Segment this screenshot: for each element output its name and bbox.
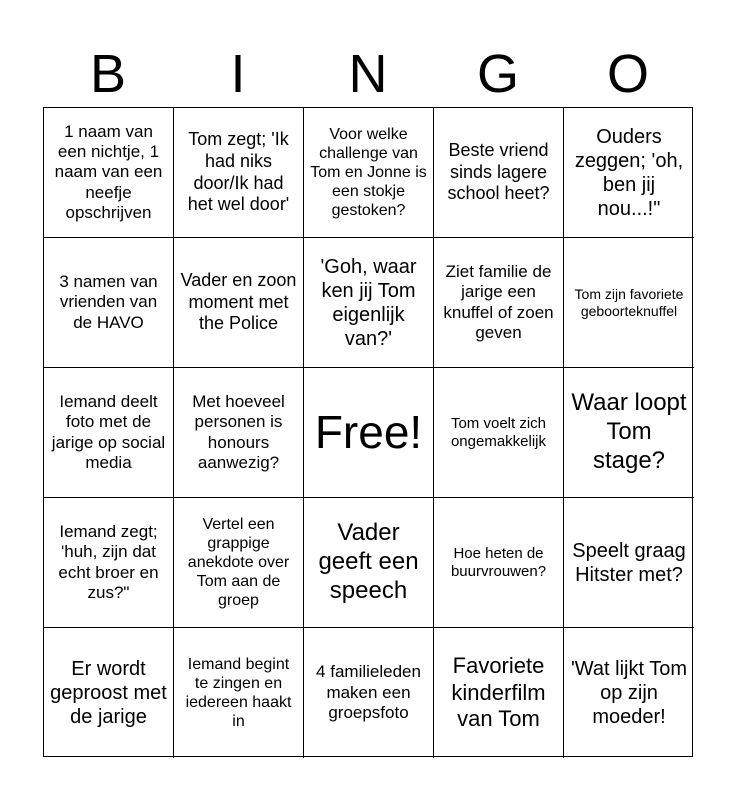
bingo-cell[interactable]: Er wordt geproost met de jarige [44,628,174,758]
bingo-cell[interactable]: Ziet familie de jarige een knuffel of zoen geven [434,238,564,368]
bingo-cell[interactable]: Iemand zegt; 'huh, zijn dat echt broer en zus?" [44,498,174,628]
header-letter-o: O [606,44,649,104]
header-letter-n: N [348,44,388,104]
bingo-cell[interactable]: Iemand begint te zingen en iedereen haakt in [174,628,304,758]
bingo-board [43,107,693,757]
bingo-cell[interactable]: Vader en zoon moment met the Police [174,238,304,368]
bingo-cell[interactable]: 1 naam van een nichtje, 1 naam van een neefje opschrijven [44,108,174,238]
free-cell[interactable]: Free! [304,368,434,498]
header-letter-i: I [230,44,246,104]
bingo-cell[interactable]: Ouders zeggen; 'oh, ben jij nou...!" [564,108,694,238]
header-letter-b: B [89,44,127,104]
bingo-cell[interactable]: 'Goh, waar ken jij Tom eigenlijk van?' [304,238,434,368]
bingo-cell[interactable]: Tom voelt zich ongemakkelijk [434,368,564,498]
header-letter-g: G [476,44,519,104]
bingo-cell[interactable]: Vertel een grappige anekdote over Tom aan de groep [174,498,304,628]
bingo-cell[interactable]: Iemand deelt foto met de jarige op social media [44,368,174,498]
bingo-cell[interactable]: Favoriete kinderfilm van Tom [434,628,564,758]
bingo-cell[interactable]: 3 namen van vrienden van de HAVO [44,238,174,368]
bingo-cell[interactable]: Tom zijn favoriete geboorteknuffel [564,238,694,368]
bingo-cell[interactable]: 'Wat lijkt Tom op zijn moeder! [570,658,688,728]
bingo-cell[interactable]: 4 familieleden maken een groepsfoto [304,628,434,758]
bingo-cell[interactable]: Voor welke challenge van Tom en Jonne is een stokje gestoken? [304,108,434,238]
bingo-cell[interactable]: Hoe heten de buurvrouwen? [434,498,564,628]
bingo-cell[interactable]: Waar loopt Tom stage? [564,368,694,498]
bingo-cell[interactable]: Vader geeft een speech [304,498,434,628]
bingo-cell[interactable]: Tom zegt; 'Ik had niks door/Ik had het wel door' [174,108,304,238]
bingo-header [43,40,693,108]
bingo-cell[interactable]: Met hoeveel personen is honours aanwezig? [174,368,304,498]
bingo-cell[interactable]: Beste vriend sinds lagere school heet? [434,108,564,238]
bingo-cell[interactable]: Speelt graag Hitster met? [564,498,694,628]
